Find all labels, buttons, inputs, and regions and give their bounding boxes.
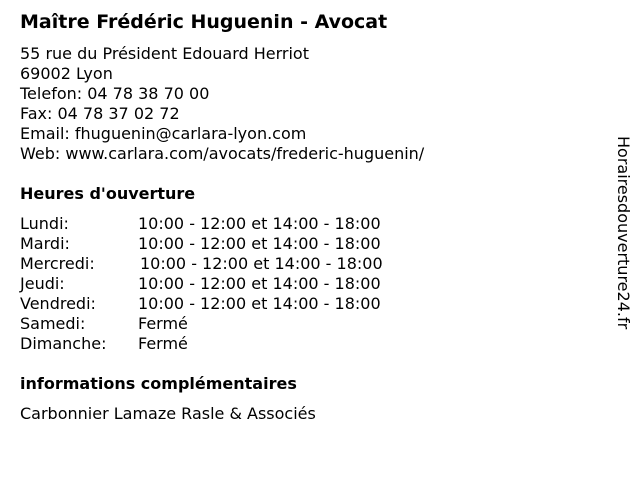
additional-info-heading: informations complémentaires [20, 374, 297, 393]
page-title: Maître Frédéric Huguenin - Avocat [20, 11, 388, 33]
hours-day: Jeudi: [20, 274, 65, 293]
hours-day: Mercredi: [20, 254, 95, 273]
fax-line: Fax: 04 78 37 02 72 [20, 104, 180, 123]
hours-row-thursday [20, 274, 440, 294]
phone-line: Telefon: 04 78 38 70 00 [20, 84, 210, 103]
hours-row-wednesday [20, 254, 440, 274]
hours-day: Mardi: [20, 234, 70, 253]
additional-info-text: Carbonnier Lamaze Rasle & Associés [20, 404, 316, 423]
hours-row-tuesday [20, 234, 440, 254]
opening-hours-table [20, 214, 440, 354]
opening-hours-heading: Heures d'ouverture [20, 184, 196, 203]
address-city: 69002 Lyon [20, 64, 113, 83]
hours-time: 10:00 - 12:00 et 14:00 - 18:00 [138, 214, 381, 233]
hours-day: Dimanche: [20, 334, 107, 353]
hours-time: Fermé [138, 334, 188, 353]
hours-time: Fermé [138, 314, 188, 333]
hours-time: 10:00 - 12:00 et 14:00 - 18:00 [138, 294, 381, 313]
website-line: Web: www.carlara.com/avocats/frederic-huguenin/ [20, 144, 425, 163]
hours-day: Vendredi: [20, 294, 96, 313]
hours-row-sunday [20, 334, 440, 354]
hours-time: 10:00 - 12:00 et 14:00 - 18:00 [138, 274, 381, 293]
hours-day: Samedi: [20, 314, 86, 333]
hours-row-saturday [20, 314, 440, 334]
hours-row-monday [20, 214, 440, 234]
site-watermark-label: Horairesdouverture24.fr [614, 136, 633, 330]
hours-day: Lundi: [20, 214, 69, 233]
address-street: 55 rue du Président Edouard Herriot [20, 44, 309, 63]
hours-row-friday [20, 294, 440, 314]
hours-time: 10:00 - 12:00 et 14:00 - 18:00 [140, 254, 383, 273]
contact-block [20, 44, 424, 164]
email-line: Email: fhuguenin@carlara-lyon.com [20, 124, 307, 143]
hours-time: 10:00 - 12:00 et 14:00 - 18:00 [138, 234, 381, 253]
